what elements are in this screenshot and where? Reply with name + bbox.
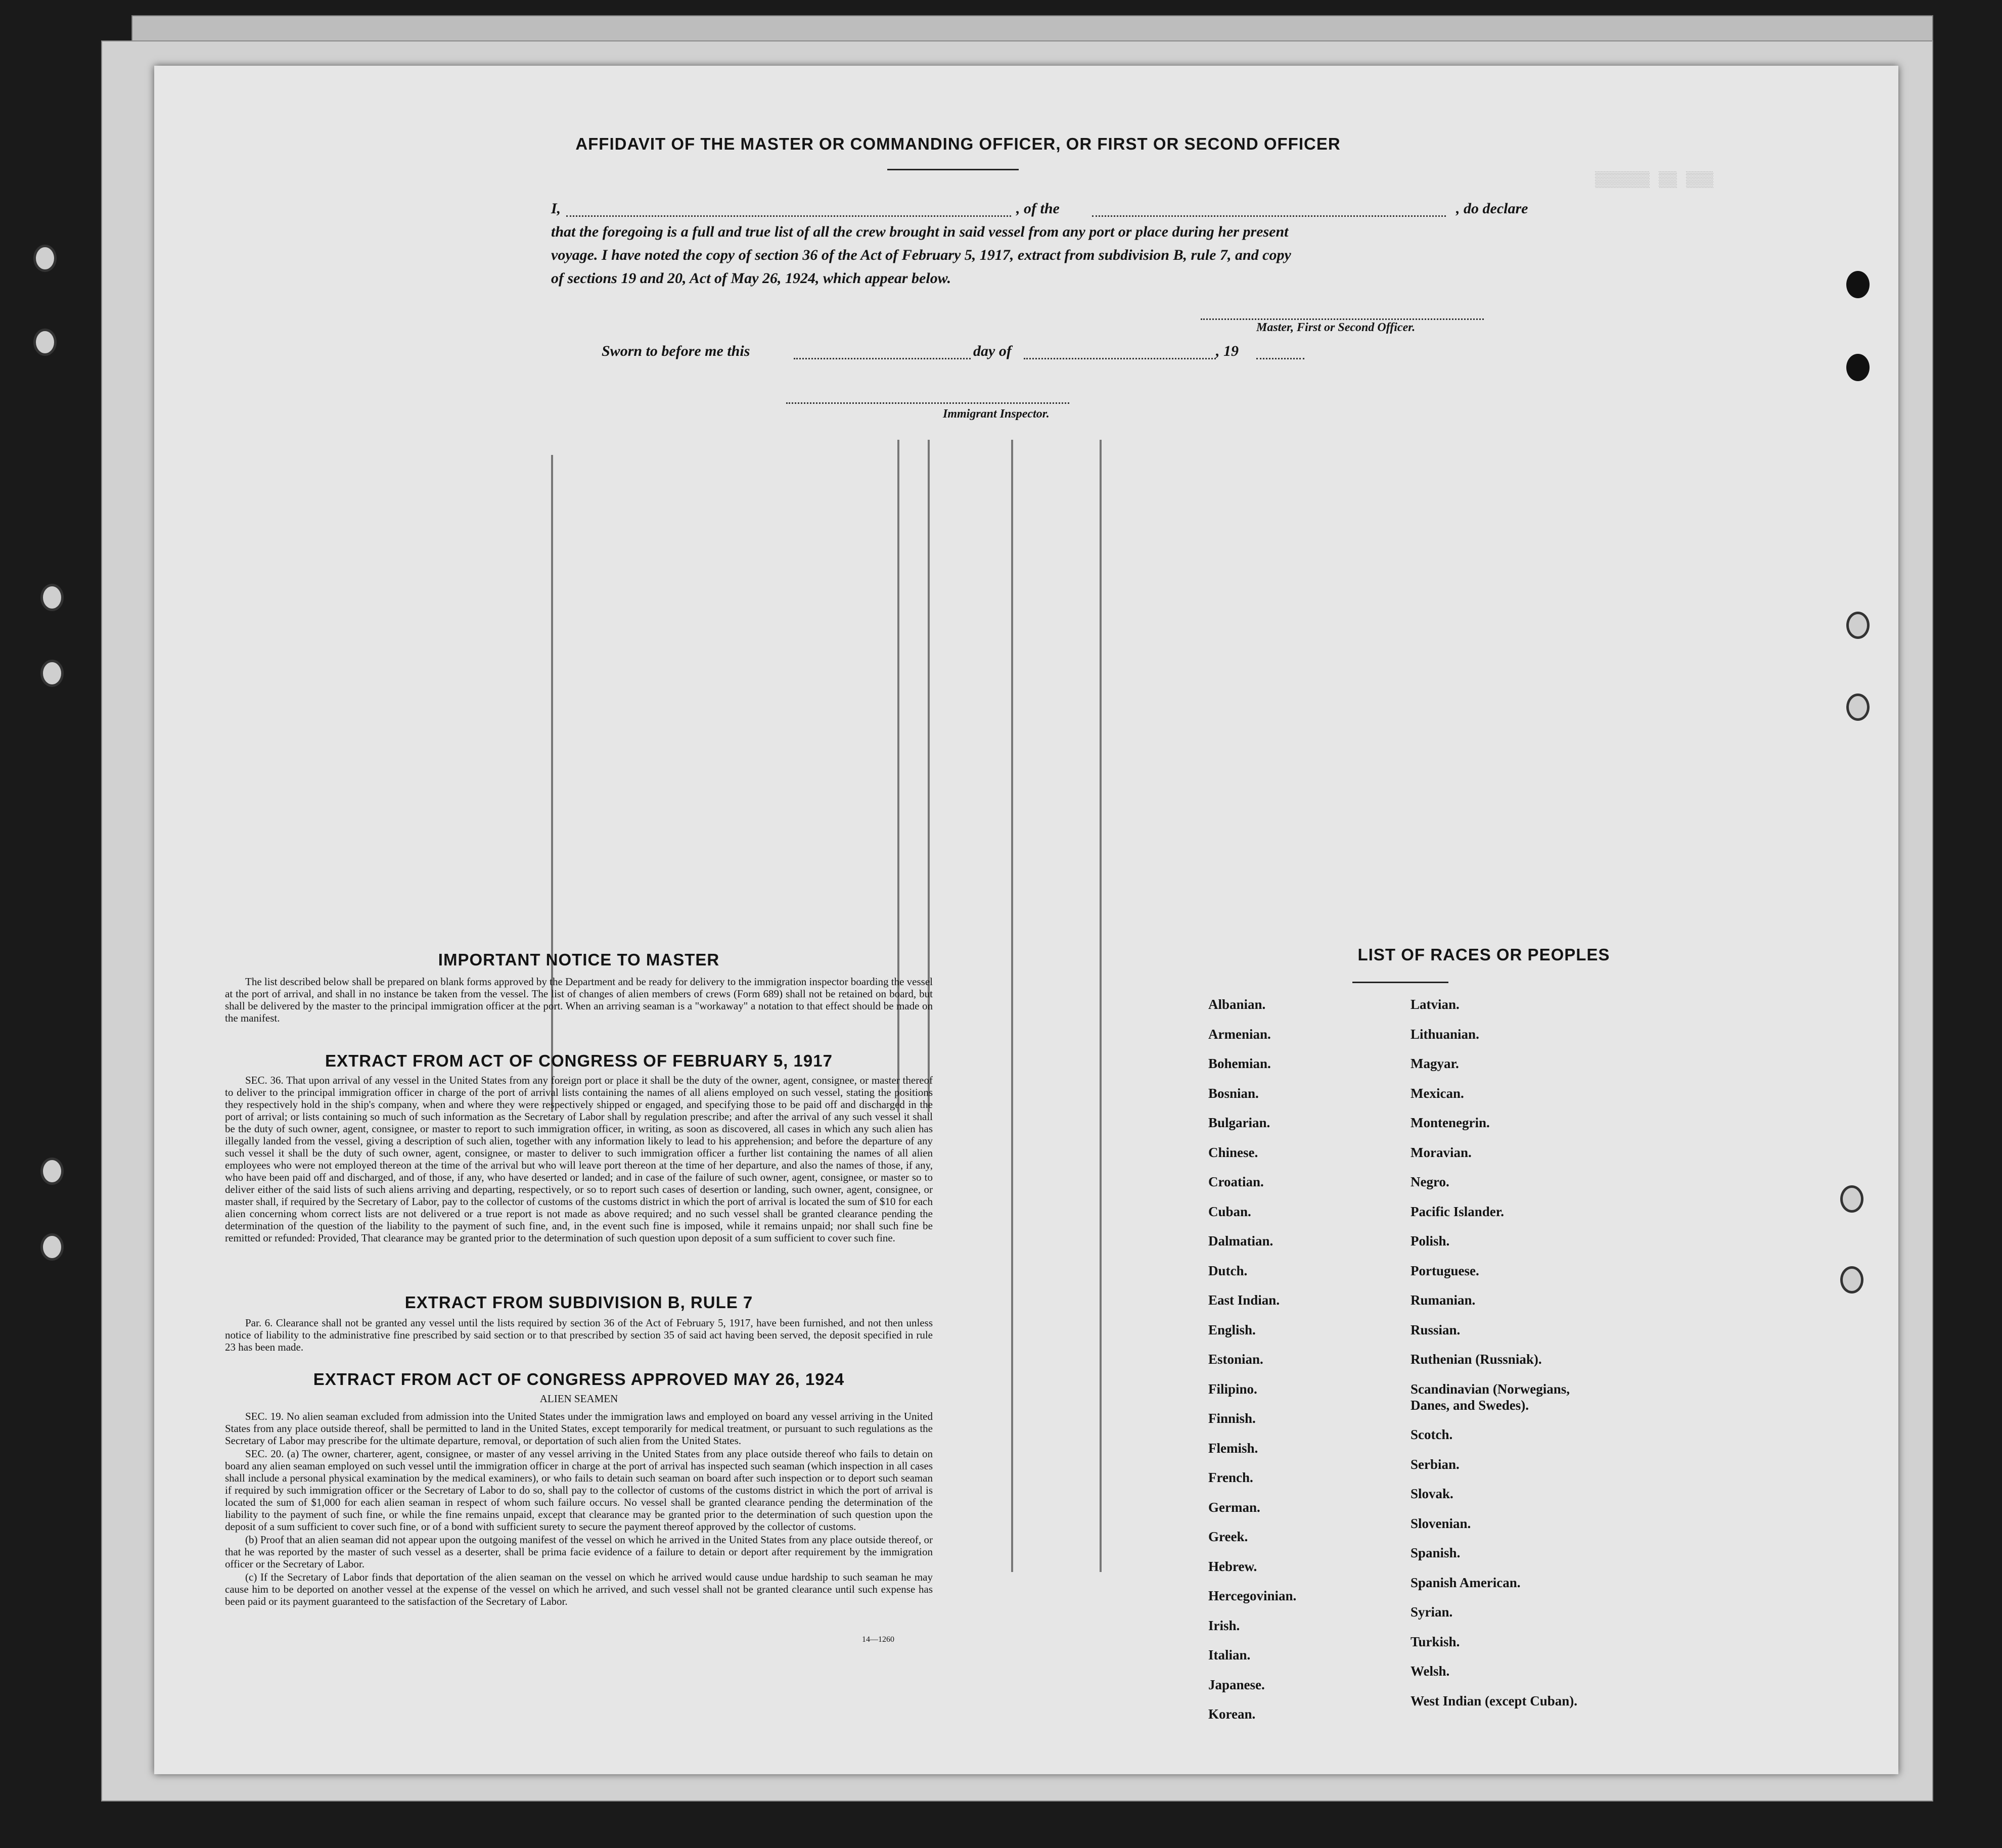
race-item: Italian.	[1208, 1647, 1251, 1662]
notice-body	[225, 976, 933, 1025]
binder-hole	[1846, 694, 1870, 721]
declaration-line-1: that the foregoing is a full and true list of all the crew brought in said vessel from any port or place during her present	[551, 223, 1289, 240]
section-36-text: SEC. 36. That upon arrival of any vessel in the United States from any foreign port or place it shall be the duty of the owner, agent, consignee, or master thereof to deliver to the principal immigration officer in charge of the port of arrival lists containing the names of all aliens employed on such vessel, stating the positions they respectively hold in the ship's company, when and where they were respectively shipped or engaged, and specifying those to be paid off and discharged in the port of arrival; or lists containing so much of such information as the Secretary of Labor shall by regulation prescribe; and after the arrival of any such vessel it shall be the duty of such owner, agent, consignee, or master to report to such immigration officer, in writing, as soon as discovered, all cases in which any such alien has illegally landed from the vessel, giving a description of such alien, together with any information likely to lead to his apprehension; and before the departure of any such vessel it shall be the duty of such owner, agent, consignee, or master to deliver to such immigration officer a further list containing the names of all alien employees who were not employed thereon at the time of the arrival but who will leave port thereon at the time of her departure, and also the names of those, if any, who have been paid off and discharged, and of those, if any, who have deserted or landed; and in case of the failure of such owner, agent, consignee, or master so to deliver either of the said lists of such aliens arriving and departing, respectively, or so to report such cases of desertion or landing, such owner, agent, consignee, or master shall, if required by the Secretary of Labor, pay to the collector of customs of the customs district in which the port of arrival is located the sum of $10 for each alien concerning whom correct lists are not delivered or a true report is not made as above required; and no such vessel shall be granted clearance pending the determination of the question of the liability to the payment of such fine, and, in the event such fine is imposed, while it remains unpaid; nor shall such fine be remitted or refunded: Provided, That clearance may be granted prior to the determination of such question upon deposit of a sum sufficient to cover such fine.	[225, 1074, 933, 1244]
race-item: Spanish American.	[1410, 1575, 1521, 1590]
race-item: Cuban.	[1208, 1204, 1251, 1219]
race-item: Pacific Islander.	[1410, 1204, 1504, 1219]
declaration-block	[551, 197, 1663, 290]
race-item: Scandinavian (Norwegians,	[1410, 1381, 1570, 1397]
race-item: Latvian.	[1410, 997, 1460, 1012]
race-item: Bulgarian.	[1208, 1115, 1270, 1130]
year-label: , 19	[1216, 343, 1239, 359]
race-item: German.	[1208, 1499, 1260, 1515]
race-item: West Indian (except Cuban).	[1410, 1693, 1578, 1708]
vessel-blank	[1092, 215, 1446, 217]
affidavit-page	[154, 66, 1898, 1774]
do-declare-label: , do declare	[1456, 200, 1528, 217]
race-item: Negro.	[1410, 1174, 1449, 1189]
race-item: Rumanian.	[1410, 1292, 1476, 1308]
race-item: Ruthenian (Russniak).	[1410, 1352, 1542, 1367]
race-item: Slovenian.	[1410, 1515, 1471, 1531]
race-item: Croatian.	[1208, 1174, 1264, 1189]
binder-hole	[40, 660, 64, 687]
race-item: French.	[1208, 1470, 1253, 1485]
extract-1924-body	[225, 1410, 933, 1608]
race-item: Welsh.	[1410, 1664, 1450, 1679]
inspector-signature-label: Immigrant Inspector.	[943, 407, 1050, 421]
race-item: Flemish.	[1208, 1440, 1258, 1456]
race-item: Bosnian.	[1208, 1085, 1259, 1101]
sworn-label: Sworn to before me this	[602, 343, 750, 359]
affidavit-title: AFFIDAVIT OF THE MASTER OR COMMANDING OFFICER, OR FIRST OR SECOND OFFICER	[575, 134, 1341, 153]
race-item: Greek.	[1208, 1529, 1248, 1544]
race-item: Armenian.	[1208, 1026, 1271, 1042]
race-item: Polish.	[1410, 1233, 1450, 1249]
race-item: Turkish.	[1410, 1634, 1460, 1649]
binder-hole	[1840, 1185, 1863, 1213]
extract-1917-body	[225, 1074, 933, 1245]
binder-hole	[1846, 271, 1870, 298]
race-item: English.	[1208, 1322, 1256, 1337]
race-item: Serbian.	[1410, 1456, 1460, 1472]
race-item: Portuguese.	[1410, 1263, 1479, 1278]
binder-hole	[1840, 1266, 1863, 1293]
race-item: Dutch.	[1208, 1263, 1248, 1278]
declaration-line-2: voyage. I have noted the copy of section 36 of the Act of February 5, 1917, extract from subdivision B, rule 7, and copy	[551, 247, 1291, 263]
race-item: Moravian.	[1410, 1144, 1472, 1160]
sworn-day-blank	[794, 358, 971, 359]
race-item: Slovak.	[1410, 1486, 1453, 1501]
binder-hole	[40, 1233, 64, 1261]
race-item: Finnish.	[1208, 1411, 1256, 1426]
year-blank	[1256, 358, 1304, 359]
month-blank	[1024, 358, 1216, 359]
binder-hole	[40, 1158, 64, 1185]
master-signature-line	[1201, 318, 1484, 320]
binder-hole	[1846, 354, 1870, 381]
race-item: Bohemian.	[1208, 1056, 1271, 1071]
binder-hole	[1846, 612, 1870, 639]
races-title-underline	[1352, 982, 1448, 983]
of-the-label: , of the	[1016, 200, 1060, 217]
extract-1917-title: EXTRACT FROM ACT OF CONGRESS OF FEBRUARY 5, 1917	[325, 1051, 833, 1070]
name-blank	[566, 215, 1011, 217]
race-item: Syrian.	[1410, 1604, 1453, 1620]
race-item: Albanian.	[1208, 997, 1266, 1012]
column-rule	[1011, 440, 1013, 1572]
section-20b-text: (b) Proof that an alien seaman did not appear upon the outgoing manifest of the vessel on which he arrived in the United States from any place outside thereof, or that he was reported by the master of such vessel as a deserter, shall be prima facie evidence of a failure to detain or deport after requirement by the immigration officer or the Secretary of Labor.	[225, 1534, 933, 1570]
race-item: Irish.	[1208, 1618, 1240, 1633]
section-20c-text: (c) If the Secretary of Labor finds that deportation of the alien seaman on the vessel on which he arrived would cause undue hardship to such seaman he may cause him to be deported on another vessel at the expense of the vessel on which he arrived, and such vessel shall not be granted clearance until such expense has been paid or its payment guaranteed to the satisfaction of the Secretary of Labor.	[225, 1571, 933, 1607]
race-item: Spanish.	[1410, 1545, 1461, 1560]
races-right-column	[1410, 997, 1815, 1708]
race-item: Hebrew.	[1208, 1558, 1257, 1574]
inspector-signature-line	[786, 402, 1069, 404]
alien-seamen-subtitle: ALIEN SEAMEN	[539, 1393, 618, 1405]
notice-paragraph: The list described below shall be prepared on blank forms approved by the Department and be ready for delivery to the immigration inspector boarding the vessel at the port of arrival, and shall in no instance be taken from the vessel. The list of changes of alien members of crews (Form 689) shall not be retained on board, but shall be delivered by the master to the principal immigration officer at the port. When an arriving seaman is a "workaway" a notation to that effect should be made on the manifest.	[225, 976, 933, 1024]
subdivision-title: EXTRACT FROM SUBDIVISION B, RULE 7	[404, 1293, 753, 1312]
day-of-label: day of	[973, 343, 1012, 359]
race-item: Russian.	[1410, 1322, 1461, 1337]
race-item: Montenegrin.	[1410, 1115, 1490, 1130]
race-item: Lithuanian.	[1410, 1026, 1479, 1042]
extract-1924-title: EXTRACT FROM ACT OF CONGRESS APPROVED MAY 26, 1924	[313, 1370, 845, 1389]
column-rule	[1100, 440, 1102, 1572]
section-20a-text: SEC. 20. (a) The owner, charterer, agent, consignee, or master of any vessel arriving in the United States from any place outside thereof who fails to detain on board any alien seaman employed on such vessel until the immigration officer in charge at the port of arrival has inspected such seaman (which inspection in all cases shall include a personal physical examination by the medical examiners), or who fails to detain such seaman on board after such inspection or to deport such seaman if required by such immigration officer or the Secretary of Labor to do so, shall pay to the collector of customs of the customs district in which the port of arrival is located the sum of $1,000 for each alien seaman in respect of whom such failure occurs. No vessel shall be granted clearance pending the determination of the liability to the payment of such fine, or while the fine remains unpaid, except that clearance may be granted prior to the determination of such question upon the deposit of a sum sufficient to cover such fine, or of a bond with sufficient surety to secure the payment thereof approved by the collector of customs.	[225, 1448, 933, 1533]
race-item: Danes, and Swedes).	[1410, 1397, 1529, 1413]
race-item: Hercegovinian.	[1208, 1588, 1297, 1603]
declarant-prefix: I,	[551, 200, 561, 217]
binder-hole	[40, 584, 64, 611]
binder-hole	[33, 329, 57, 356]
race-item: Dalmatian.	[1208, 1233, 1273, 1249]
title-underline	[887, 169, 1019, 170]
race-item: Filipino.	[1208, 1381, 1257, 1397]
race-item: Estonian.	[1208, 1352, 1263, 1367]
subdivision-body	[225, 1317, 933, 1354]
races-title: LIST OF RACES OR PEOPLES	[1357, 945, 1610, 964]
paragraph-6-text: Par. 6. Clearance shall not be granted any vessel until the lists required by section 36 of the Act of February 5, 1917, have been furnished, and not then unless notice of liability to the administrative fine prescribed by said section or to that prescribed by section 35 of said act having been served, the deposit specified in rule 23 has been made.	[225, 1317, 933, 1353]
bleed-through-text: ▒▒▒ ▒▒ ▒▒▒▒▒▒	[1595, 172, 1714, 189]
race-item: Korean.	[1208, 1706, 1256, 1722]
binder-hole	[33, 245, 57, 272]
section-19-text: SEC. 19. No alien seaman excluded from admission into the United States under the immigration laws and employed on board any vessel arriving in the United States from any place outside thereof, shall be permitted to land in the United States, except temporarily for medical treatment, or pursuant to such regulations as the Secretary of Labor may prescribe for the ultimate departure, removal, or deportation of such alien from the United States.	[225, 1410, 933, 1447]
notice-title: IMPORTANT NOTICE TO MASTER	[438, 950, 720, 969]
race-item: Scotch.	[1410, 1427, 1453, 1442]
master-signature-label: Master, First or Second Officer.	[1256, 321, 1416, 334]
race-item: Magyar.	[1410, 1056, 1459, 1071]
race-item: Japanese.	[1208, 1677, 1265, 1692]
race-item: East Indian.	[1208, 1292, 1280, 1308]
races-left-column	[1208, 997, 1421, 1722]
form-number: 14—1260	[862, 1635, 894, 1644]
race-item: Mexican.	[1410, 1085, 1464, 1101]
race-item: Chinese.	[1208, 1144, 1258, 1160]
declaration-line-3: of sections 19 and 20, Act of May 26, 1924, which appear below.	[551, 270, 951, 287]
